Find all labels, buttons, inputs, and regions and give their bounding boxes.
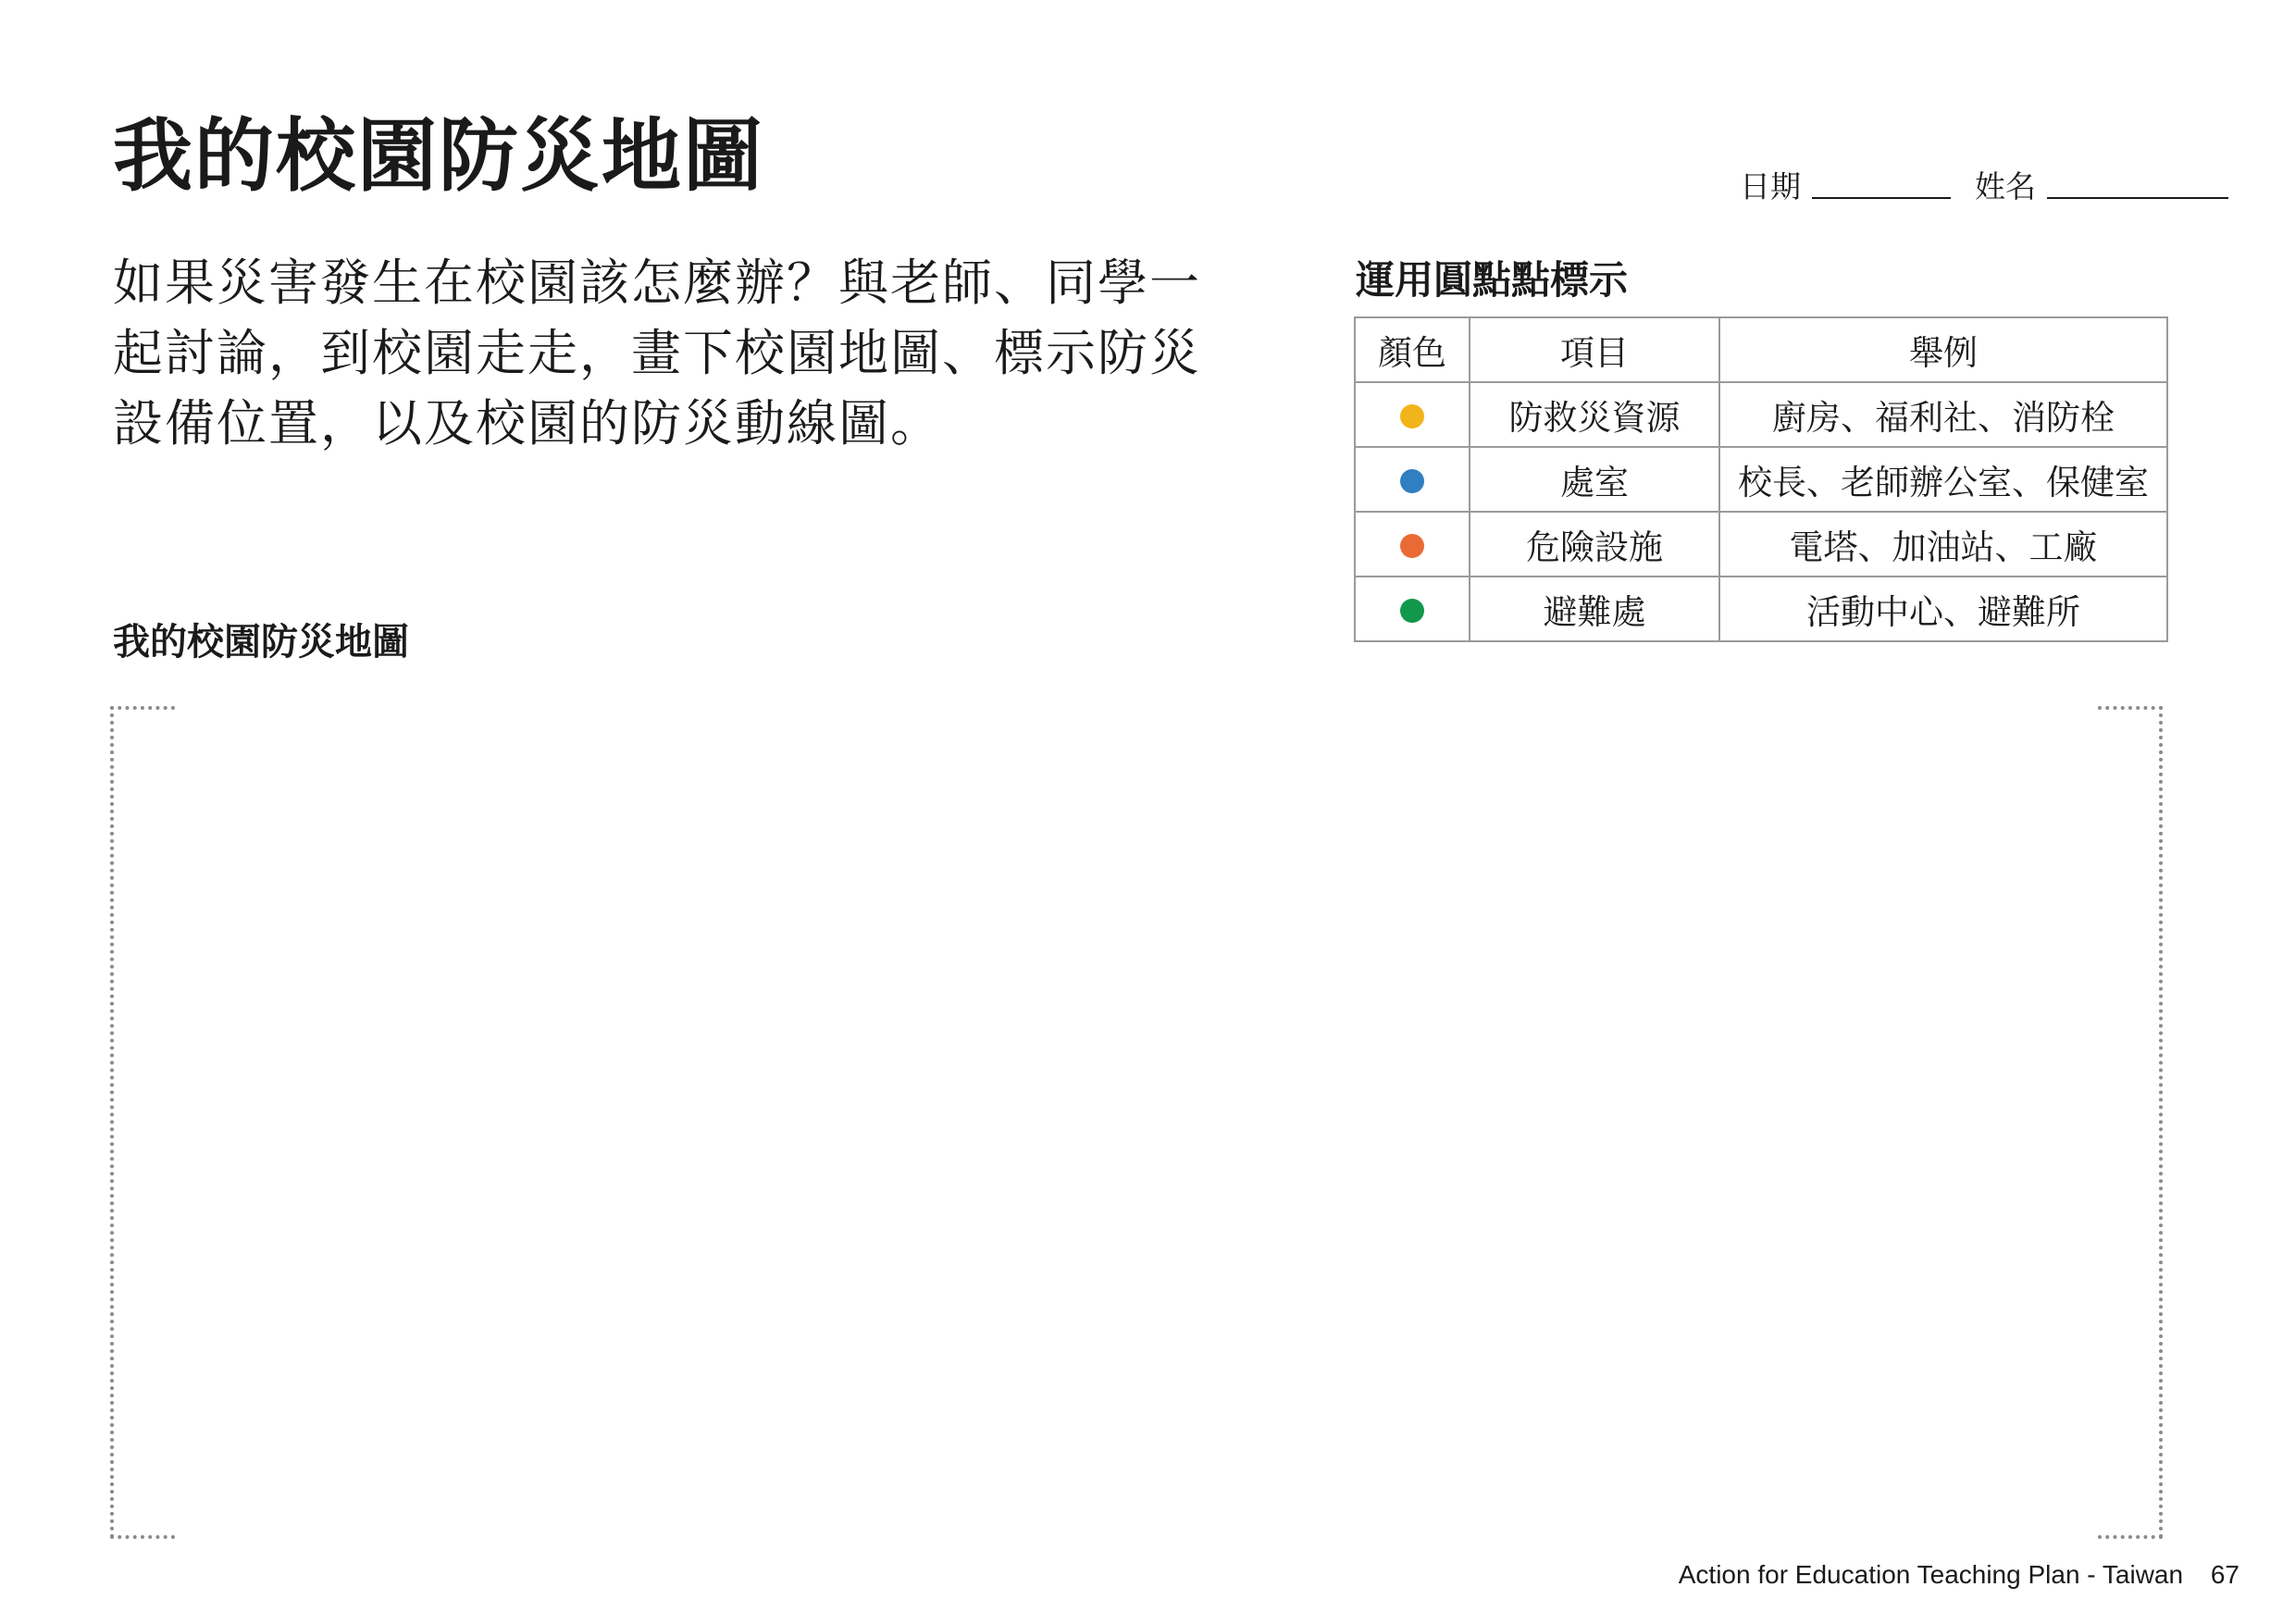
legend-row — [1355, 447, 2167, 512]
footer-text: Action for Education Teaching Plan - Taiwan — [1678, 1560, 2184, 1589]
map-drawing-area[interactable] — [110, 706, 2163, 1539]
page-title: 我的校園防災地圖 — [113, 110, 764, 203]
blue-dot-icon — [1400, 469, 1424, 493]
green-dot-icon — [1400, 599, 1424, 623]
legend-color-cell — [1355, 382, 1470, 447]
legend-heading: 運用圓點點標示 — [1356, 257, 1629, 303]
legend-table — [1354, 316, 2168, 642]
legend-item: 防救災資源 — [1470, 382, 1719, 447]
legend-header-item: 項目 — [1470, 317, 1719, 382]
name-field[interactable] — [2047, 196, 2228, 199]
legend-row — [1355, 576, 2167, 641]
legend-example: 活動中心、避難所 — [1719, 576, 2167, 641]
name-label: 姓名 — [1975, 168, 2036, 205]
legend-item: 處室 — [1470, 447, 1719, 512]
legend-header-row — [1355, 317, 2167, 382]
frame-right-border — [2159, 706, 2163, 1539]
frame-corner-bottom-left — [110, 1470, 175, 1539]
date-name-fields — [1740, 163, 2228, 206]
legend-row — [1355, 382, 2167, 447]
legend-header-example: 舉例 — [1719, 317, 2167, 382]
frame-corner-top-right — [2098, 706, 2163, 775]
legend-example: 電塔、加油站、工廠 — [1719, 512, 2167, 576]
legend-row — [1355, 512, 2167, 576]
frame-corner-bottom-right — [2098, 1470, 2163, 1539]
legend-item: 避難處 — [1470, 576, 1719, 641]
legend-color-cell — [1355, 512, 1470, 576]
page-footer — [1679, 1560, 2239, 1590]
legend-color-cell — [1355, 576, 1470, 641]
intro-text: 如果災害發生在校園該怎麼辦？與老師、同學一起討論，到校園走走，畫下校園地圖、標示防災設備位置，以及校園的防災動線圖。 — [113, 254, 1201, 452]
map-heading: 我的校園防災地圖 — [113, 621, 409, 663]
date-field[interactable] — [1812, 196, 1951, 199]
date-label: 日期 — [1740, 168, 1801, 205]
page-number: 67 — [2210, 1560, 2239, 1589]
frame-corner-top-left — [110, 706, 175, 775]
frame-left-border — [110, 706, 114, 1539]
legend-example: 校長、老師辦公室、保健室 — [1719, 447, 2167, 512]
legend-item: 危險設施 — [1470, 512, 1719, 576]
legend-header-color: 顏色 — [1355, 317, 1470, 382]
legend-color-cell — [1355, 447, 1470, 512]
legend-example: 廚房、福利社、消防栓 — [1719, 382, 2167, 447]
yellow-dot-icon — [1400, 404, 1424, 428]
orange-dot-icon — [1400, 534, 1424, 558]
